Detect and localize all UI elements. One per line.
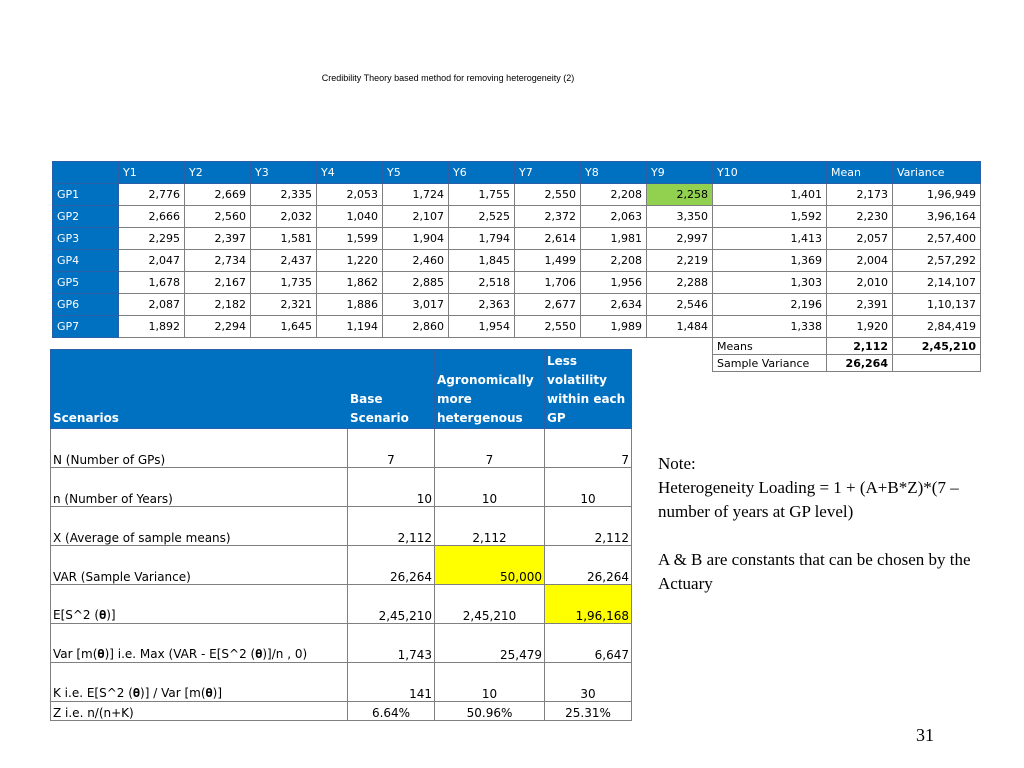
data-cell: 2,321 — [251, 294, 317, 316]
data-cell: 1,735 — [251, 272, 317, 294]
data-cell: 6.64% — [348, 702, 435, 721]
data-cell: 2,997 — [647, 228, 713, 250]
data-cell: 1,96,949 — [893, 184, 981, 206]
data-cell: 1,706 — [515, 272, 581, 294]
data-cell: 10 — [348, 468, 435, 507]
data-cell: 2,437 — [251, 250, 317, 272]
header-cell: Variance — [893, 162, 981, 184]
data-cell: 1,499 — [515, 250, 581, 272]
data-cell: 2,560 — [185, 206, 251, 228]
header-cell: Y3 — [251, 162, 317, 184]
data-cell: 2,112 — [348, 507, 435, 546]
data-cell: 2,363 — [449, 294, 515, 316]
data-cell: 1,678 — [119, 272, 185, 294]
data-cell: 2,335 — [251, 184, 317, 206]
data-cell: 1,369 — [713, 250, 827, 272]
data-cell: 2,14,107 — [893, 272, 981, 294]
row-label: GP3 — [53, 228, 119, 250]
table-row — [51, 468, 632, 507]
table-row — [53, 294, 981, 316]
data-cell: 2,677 — [515, 294, 581, 316]
sample-variance-value: 26,264 — [827, 355, 893, 372]
data-cell: 2,032 — [251, 206, 317, 228]
data-cell: 2,182 — [185, 294, 251, 316]
data-cell: 1,338 — [713, 316, 827, 338]
data-cell: 1,845 — [449, 250, 515, 272]
data-cell: 2,047 — [119, 250, 185, 272]
header-cell: Base Scenario — [348, 350, 435, 429]
row-label: N (Number of GPs) — [51, 429, 348, 468]
data-cell: 3,017 — [383, 294, 449, 316]
data-cell: 1,599 — [317, 228, 383, 250]
header-cell: Y10 — [713, 162, 827, 184]
data-cell: 1,981 — [581, 228, 647, 250]
highlighted-cell: 1,96,168 — [545, 585, 632, 624]
data-cell: 2,112 — [545, 507, 632, 546]
header-cell — [53, 162, 119, 184]
table-row — [53, 272, 981, 294]
table-row — [53, 228, 981, 250]
header-cell: Scenarios — [51, 350, 348, 429]
data-cell: 141 — [348, 663, 435, 702]
table-row — [51, 624, 632, 663]
table-row — [51, 507, 632, 546]
row-label: GP7 — [53, 316, 119, 338]
header-cell: Y2 — [185, 162, 251, 184]
gp-yield-table — [52, 161, 981, 372]
row-label: Z i.e. n/(n+K) — [51, 702, 348, 721]
data-cell: 10 — [435, 468, 545, 507]
data-cell: 2,219 — [647, 250, 713, 272]
data-cell: 1,904 — [383, 228, 449, 250]
note-heading: Note: — [658, 454, 696, 473]
scenarios-table — [50, 349, 632, 721]
data-cell: 7 — [348, 429, 435, 468]
data-cell: 26,264 — [348, 546, 435, 585]
data-cell: 1,194 — [317, 316, 383, 338]
header-cell: Agronomically more hetergenous — [435, 350, 545, 429]
table-row — [53, 250, 981, 272]
table-row — [53, 316, 981, 338]
data-cell: 2,45,210 — [348, 585, 435, 624]
note-text-box — [658, 452, 988, 596]
data-cell: 1,581 — [251, 228, 317, 250]
row-label: GP4 — [53, 250, 119, 272]
data-cell: 2,391 — [827, 294, 893, 316]
data-cell: 1,920 — [827, 316, 893, 338]
header-cell: Y5 — [383, 162, 449, 184]
header-cell: Y6 — [449, 162, 515, 184]
header-cell: Y8 — [581, 162, 647, 184]
data-cell: 2,294 — [185, 316, 251, 338]
row-label: E[S^2 (𝛉)] — [51, 585, 348, 624]
data-cell: 6,647 — [545, 624, 632, 663]
row-label: GP1 — [53, 184, 119, 206]
data-cell: 2,885 — [383, 272, 449, 294]
means-mean-value: 2,112 — [827, 338, 893, 355]
note-constants: A & B are constants that can be chosen by the Actuary — [658, 550, 971, 593]
data-cell: 3,96,164 — [893, 206, 981, 228]
data-cell: 1,401 — [713, 184, 827, 206]
table-row — [53, 184, 981, 206]
data-cell: 2,010 — [827, 272, 893, 294]
table-header-row — [53, 162, 981, 184]
scenarios-header-row — [51, 350, 632, 429]
data-cell: 1,956 — [581, 272, 647, 294]
data-cell: 25.31% — [545, 702, 632, 721]
data-cell: 10 — [545, 468, 632, 507]
table-row — [51, 702, 632, 721]
data-cell: 50.96% — [435, 702, 545, 721]
row-label: X (Average of sample means) — [51, 507, 348, 546]
data-cell: 2,004 — [827, 250, 893, 272]
data-cell: 1,484 — [647, 316, 713, 338]
data-cell: 2,208 — [581, 184, 647, 206]
data-cell: 1,592 — [713, 206, 827, 228]
table-row — [51, 546, 632, 585]
table-row — [51, 585, 632, 624]
page-number: 31 — [916, 725, 934, 745]
header-cell: Y1 — [119, 162, 185, 184]
data-cell: 2,525 — [449, 206, 515, 228]
row-label: VAR (Sample Variance) — [51, 546, 348, 585]
row-label: GP6 — [53, 294, 119, 316]
data-cell: 26,264 — [545, 546, 632, 585]
data-cell: 1,755 — [449, 184, 515, 206]
data-cell: 1,954 — [449, 316, 515, 338]
data-cell: 25,479 — [435, 624, 545, 663]
header-cell: Less volatility within each GP — [545, 350, 632, 429]
data-cell: 1,989 — [581, 316, 647, 338]
data-cell: 2,550 — [515, 184, 581, 206]
data-cell: 2,087 — [119, 294, 185, 316]
data-cell: 2,173 — [827, 184, 893, 206]
row-label: K i.e. E[S^2 (𝛉)] / Var [m(𝛉)] — [51, 663, 348, 702]
header-cell: Y9 — [647, 162, 713, 184]
data-cell: 2,45,210 — [435, 585, 545, 624]
data-cell: 2,666 — [119, 206, 185, 228]
data-cell: 2,84,419 — [893, 316, 981, 338]
data-cell: 1,413 — [713, 228, 827, 250]
data-cell: 1,886 — [317, 294, 383, 316]
sample-variance-label: Sample Variance — [713, 355, 827, 372]
data-cell: 2,196 — [713, 294, 827, 316]
data-cell: 10 — [435, 663, 545, 702]
data-cell: 2,460 — [383, 250, 449, 272]
data-cell: 2,57,292 — [893, 250, 981, 272]
row-label: GP2 — [53, 206, 119, 228]
data-cell: 2,288 — [647, 272, 713, 294]
data-cell: 1,040 — [317, 206, 383, 228]
note-formula: Heterogeneity Loading = 1 + (A+B*Z)*(7 – number of years at GP level) — [658, 478, 959, 521]
data-cell: 1,862 — [317, 272, 383, 294]
data-cell: 2,208 — [581, 250, 647, 272]
table-row — [51, 663, 632, 702]
data-cell: 2,167 — [185, 272, 251, 294]
data-cell: 2,634 — [581, 294, 647, 316]
means-variance-value: 2,45,210 — [893, 338, 981, 355]
data-cell: 2,614 — [515, 228, 581, 250]
data-cell: 1,743 — [348, 624, 435, 663]
header-cell: Y4 — [317, 162, 383, 184]
highlighted-cell: 2,258 — [647, 184, 713, 206]
data-cell: 7 — [435, 429, 545, 468]
data-cell: 2,397 — [185, 228, 251, 250]
data-cell: 2,860 — [383, 316, 449, 338]
data-cell: 2,063 — [581, 206, 647, 228]
row-label: n (Number of Years) — [51, 468, 348, 507]
header-cell: Mean — [827, 162, 893, 184]
row-label: Var [m(𝛉)] i.e. Max (VAR - E[S^2 (𝛉)]/n , 0) — [51, 624, 348, 663]
data-cell: 2,112 — [435, 507, 545, 546]
data-cell: 2,546 — [647, 294, 713, 316]
data-cell: 2,295 — [119, 228, 185, 250]
data-cell: 2,053 — [317, 184, 383, 206]
slide-title: Credibility Theory based method for removing heterogeneity (2) — [321, 73, 575, 83]
data-cell: 1,724 — [383, 184, 449, 206]
data-cell: 2,518 — [449, 272, 515, 294]
data-cell: 2,550 — [515, 316, 581, 338]
data-cell: 2,107 — [383, 206, 449, 228]
data-cell: 30 — [545, 663, 632, 702]
data-cell: 2,57,400 — [893, 228, 981, 250]
data-cell: 2,776 — [119, 184, 185, 206]
data-cell: 2,372 — [515, 206, 581, 228]
means-label: Means — [713, 338, 827, 355]
data-cell: 2,057 — [827, 228, 893, 250]
data-cell: 3,350 — [647, 206, 713, 228]
row-label: GP5 — [53, 272, 119, 294]
data-cell: 1,794 — [449, 228, 515, 250]
data-cell: 2,230 — [827, 206, 893, 228]
data-cell: 1,220 — [317, 250, 383, 272]
empty-cell — [893, 355, 981, 372]
header-cell: Y7 — [515, 162, 581, 184]
highlighted-cell: 50,000 — [435, 546, 545, 585]
data-cell: 7 — [545, 429, 632, 468]
data-cell: 1,10,137 — [893, 294, 981, 316]
data-cell: 1,892 — [119, 316, 185, 338]
table-row — [53, 206, 981, 228]
table-row — [51, 429, 632, 468]
data-cell: 1,645 — [251, 316, 317, 338]
data-cell: 2,734 — [185, 250, 251, 272]
data-cell: 2,669 — [185, 184, 251, 206]
data-cell: 1,303 — [713, 272, 827, 294]
